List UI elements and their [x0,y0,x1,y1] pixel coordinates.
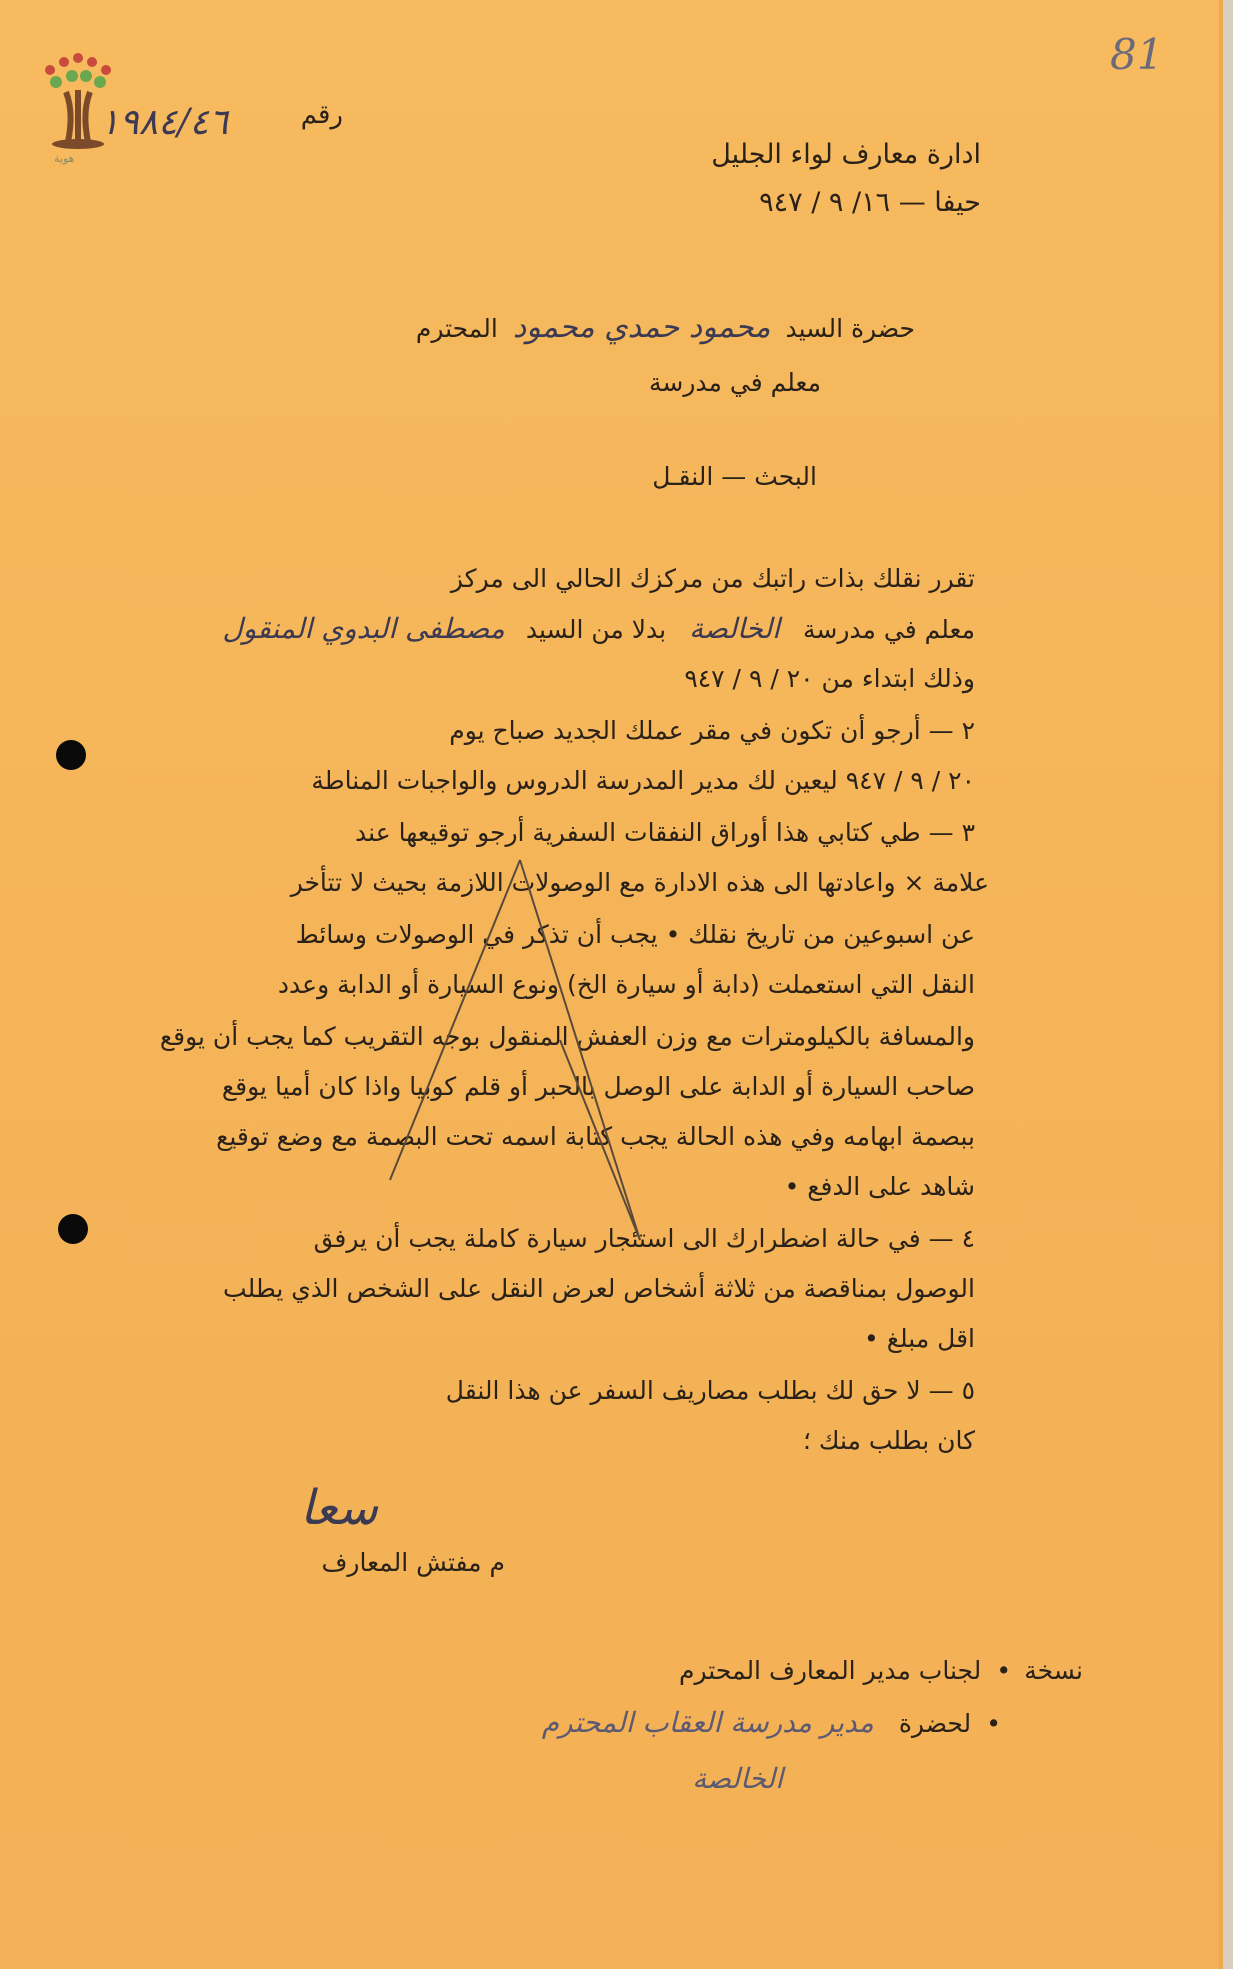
copy-recipient-2-hand: مدير مدرسة العقاب المحترم [541,1706,874,1739]
office-header: ادارة معارف لواء الجليل [711,139,981,170]
body-p4-line3: اقل مبلغ • [864,1324,975,1353]
body-p2-line2: ٢٠ / ٩ / ٩٤٧ ليعين لك مدير المدرسة الدروس والواجبات المناطة [311,766,975,795]
place-date: حيفا — ١٦/ ٩ / ٩٤٧ [759,187,981,218]
addressee-line [416,310,915,346]
body-p3-line8: شاهد على الدفع • [784,1172,975,1201]
body-p1-line2 [222,612,975,647]
school-name-hand: الخالصة [689,612,780,645]
body-p3-line2: علامة × واعادتها الى هذه الادارة مع الوصولات اللازمة بحيث لا تتأخر [290,868,989,897]
body-p2-line1: ٢ — أرجو أن تكون في مقر عملك الجديد صباح يوم [449,716,975,745]
copy-line2: • لحضرة مدير مدرسة العقاب المحترم [541,1706,1001,1739]
replaced-teacher-name: مصطفى البدوي المنقول [222,612,505,645]
reference-label: رقم [300,100,343,130]
body-p5-line1: ٥ — لا حق لك بطلب مصاريف السفر عن هذا النقل [445,1376,975,1405]
addressee-suffix: المحترم [415,314,498,343]
body-p1-line2-a: معلم في مدرسة [803,615,975,644]
subject: البحث — النقـل [652,462,817,491]
signature-scribble: سعا [300,1480,378,1536]
body-p3-line3: عن اسبوعين من تاريخ نقلك • يجب أن تذكر في الوصولات وسائط [295,920,975,949]
addressee-prefix: حضرة السيد [785,314,915,343]
copy-line1: نسخة • لجناب مدير المعارف المحترم [679,1656,1083,1685]
body-p1-line2-b: بدلا من السيد [525,615,667,644]
body-p1-line3: وذلك ابتداء من ٢٠ / ٩ / ٩٤٧ [684,664,975,693]
page-edge [1223,0,1233,1969]
addressee-name: محمود حمدي محمود [512,310,771,345]
copy-recipient-3-hand: الخالصة [692,1762,783,1795]
body-p3-line6: صاحب السيارة أو الدابة على الوصل بالحبر أو قلم كوبيا واذا كان أميا يوقع [221,1072,975,1101]
body-p1-line1: تقرر نقلك بذات راتبك من مركزك الحالي الى مركز [450,564,975,593]
reference-number: ١٩٨٤/٤٦ [100,102,229,143]
body-p3-line1: ٣ — طي كتابي هذا أوراق النفقات السفرية أرجو توقيعها عند [355,818,975,847]
body-p4-line1: ٤ — في حالة اضطرارك الى استئجار سيارة كاملة يجب أن يرفق [313,1224,975,1253]
body-p3-line5: والمسافة بالكيلومترات مع وزن العفش المنقول بوجه التقريب كما يجب أن يوقع [159,1022,975,1051]
body-p4-line2: الوصول بمناقصة من ثلاثة أشخاص لعرض النقل على الشخص الذي يطلب [223,1274,975,1303]
punch-hole-bottom [58,1214,88,1244]
signature-title: م مفتش المعارف [321,1548,505,1577]
folio-number: 81 [1110,30,1164,79]
body-p3-line7: ببصمة ابهامه وفي هذه الحالة يجب كتابة اسمه تحت البصمة مع وضع توقيع [216,1122,975,1151]
body-p3-line4: النقل التي استعملت (دابة أو سيارة الخ) ونوع السيارة أو الدابة وعدد [277,970,975,999]
copy-recipient-1: لجناب مدير المعارف المحترم [679,1656,982,1685]
punch-hole-top [56,740,86,770]
addressee-school-line: معلم في مدرسة [649,368,821,397]
copy-label: نسخة [1024,1656,1083,1685]
logo-name: هوية [54,152,75,165]
copy-recipient-2-prefix: لحضرة [898,1709,972,1738]
body-p5-line2: كان بطلب منك ؛ [803,1426,975,1455]
